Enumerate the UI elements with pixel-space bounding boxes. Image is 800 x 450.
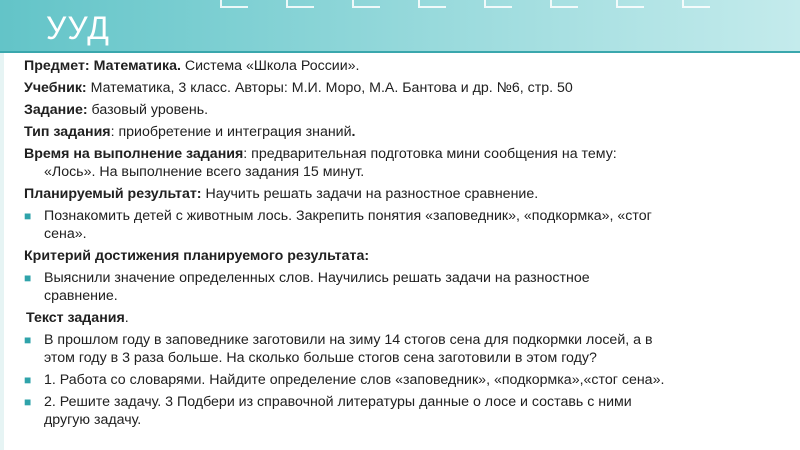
bullet-item-2 — [24, 269, 784, 305]
task-type-end: . — [351, 124, 356, 140]
bullet-3-line-1: В прошлом году в заповеднике заготовили на зиму 14 стогов сена для подкормки лосей, а в — [44, 332, 653, 348]
task-type-value: : приобретение и интеграция знаний — [110, 124, 352, 140]
bullet-5-line-1: 2. Решите задачу. 3 Подбери из справочной литературы данные о лосе и составь с ними — [44, 394, 632, 410]
bullet-3-line-2: этом году в 3 раза больше. На сколько больше стогов сена заготовили в этом году? — [44, 350, 597, 366]
subject-line — [24, 57, 784, 75]
bullet-1-line-2: сена». — [44, 226, 87, 242]
task-text-line — [24, 309, 784, 327]
criterion-label: Критерий достижения планируемого результата: — [24, 248, 370, 264]
bullet-square-icon: ■ — [24, 209, 32, 223]
textbook-line — [24, 79, 784, 97]
time-block — [24, 145, 784, 181]
bullet-square-icon: ■ — [24, 395, 32, 409]
time-line-2: «Лось». На выполнение всего задания 15 минут. — [44, 164, 365, 180]
textbook-value: Математика, 3 класс. Авторы: М.И. Моро, М.А. Бантова и др. №6, стр. 50 — [86, 80, 573, 96]
task-type-line — [24, 123, 784, 141]
criterion-line — [24, 247, 784, 265]
subject-value: Система «Школа России». — [180, 58, 360, 74]
bullet-item-3 — [24, 331, 784, 367]
bullet-4-line-1: 1. Работа со словарями. Найдите определение слов «заповедник», «подкормка»,«стог сена». — [44, 372, 665, 388]
task-level-line — [24, 101, 784, 119]
bullet-2-line-2: сравнение. — [44, 288, 118, 304]
planned-result-line — [24, 185, 784, 203]
task-type-label: Тип задания — [24, 124, 111, 140]
planned-result-label: Планируемый результат: — [24, 186, 202, 202]
bullet-5-line-2: другую задачу. — [44, 412, 142, 428]
task-level-label: Задание: — [24, 102, 88, 118]
bullet-item-5 — [24, 393, 784, 429]
bullet-square-icon: ■ — [24, 373, 32, 387]
subject-label: Предмет: Математика. — [24, 58, 181, 74]
slide-content — [24, 53, 784, 429]
task-text-label: Текст задания — [26, 310, 125, 326]
bullet-1-line-1: Познакомить детей с животным лось. Закрепить понятия «заповедник», «подкормка», «стог — [44, 208, 652, 224]
time-value: : предварительная подготовка мини сообщения на тему: — [243, 146, 617, 162]
planned-result-value: Научить решать задачи на разностное сравнение. — [201, 186, 539, 202]
task-text-end: . — [124, 310, 129, 326]
side-bar — [0, 53, 4, 450]
slide-title: УУД — [46, 10, 110, 46]
bullet-item-4 — [24, 371, 784, 389]
bullet-item-1 — [24, 207, 784, 243]
time-line-1 — [24, 145, 784, 163]
bullet-square-icon: ■ — [24, 333, 32, 347]
time-label: Время на выполнение задания — [24, 146, 244, 162]
bullet-square-icon: ■ — [24, 271, 32, 285]
bullet-2-line-1: Выяснили значение определенных слов. Научились решать задачи на разностное — [44, 270, 590, 286]
task-level-value: базовый уровень. — [87, 102, 209, 118]
textbook-label: Учебник: — [24, 80, 87, 96]
title-overflow-decoration — [220, 0, 710, 8]
